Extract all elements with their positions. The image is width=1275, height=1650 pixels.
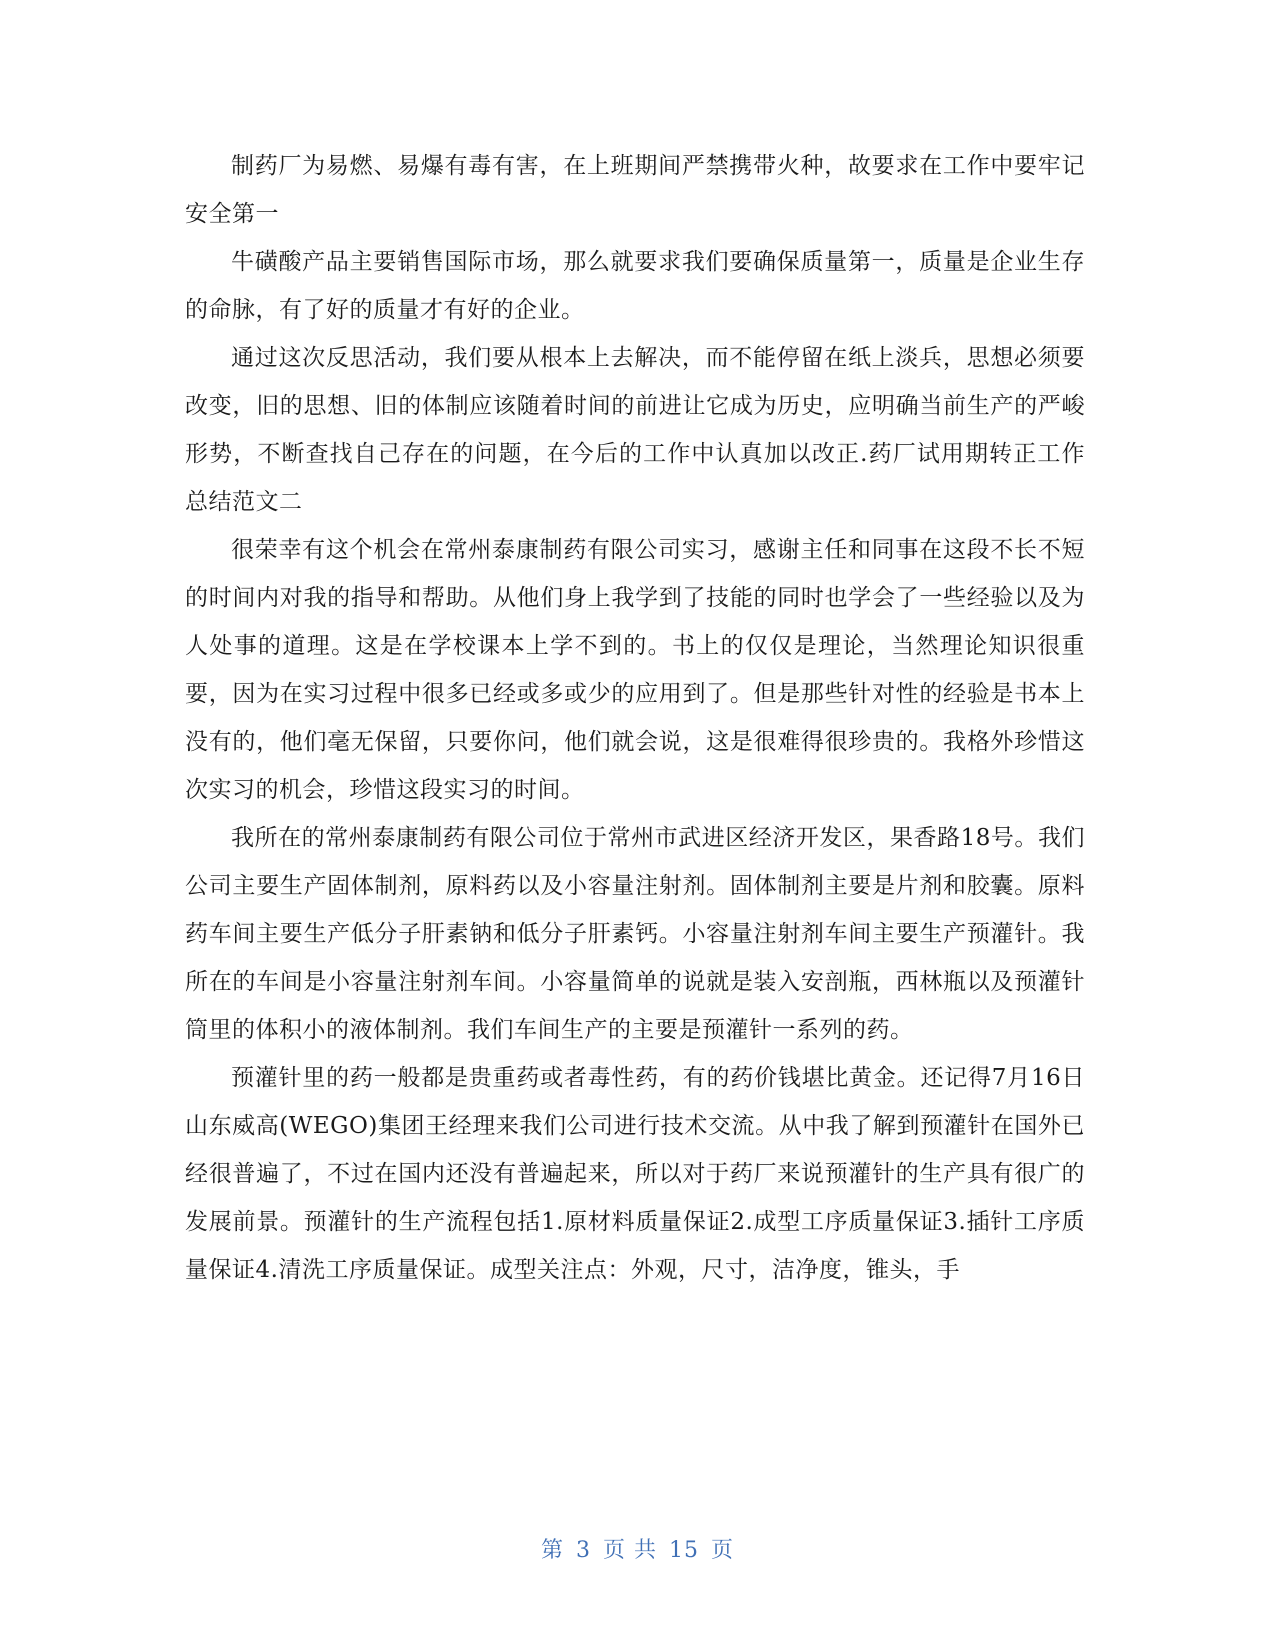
document-body [185, 142, 1085, 1294]
paragraph-2: 牛磺酸产品主要销售国际市场，那么就要求我们要确保质量第一，质量是企业生存的命脉，有了好的质量才有好的企业。 [185, 249, 1085, 323]
paragraph-6: 预灌针里的药一般都是贵重药或者毒性药，有的药价钱堪比黄金。还记得7月16日山东威高(WEGO)集团王经理来我们公司进行技术交流。从中我了解到预灌针在国外已经很普遍了，不过在国内还没有普遍起来，所以对于药厂来说预灌针的生产具有很广的发展前景。预灌针的生产流程包括1.原材料质量保证2.成型工序质量保证3.插针工序质量保证4.清洗工序质量保证。成型关注点：外观，尺寸，洁净度，锥头，手 [185, 1065, 1085, 1283]
paragraph-1: 制药厂为易燃、易爆有毒有害，在上班期间严禁携带火种，故要求在工作中要牢记安全第一 [185, 153, 1085, 227]
paragraph-4: 很荣幸有这个机会在常州泰康制药有限公司实习，感谢主任和同事在这段不长不短的时间内对我的指导和帮助。从他们身上我学到了技能的同时也学会了一些经验以及为人处事的道理。这是在学校课本上学不到的。书上的仅仅是理论，当然理论知识很重要，因为在实习过程中很多已经或多或少的应用到了。但是那些针对性的经验是书本上没有的，他们毫无保留，只要你问，他们就会说，这是很难得很珍贵的。我格外珍惜这次实习的机会，珍惜这段实习的时间。 [185, 537, 1085, 803]
page-footer [0, 1533, 1275, 1564]
paragraph-3: 通过这次反思活动，我们要从根本上去解决，而不能停留在纸上淡兵，思想必须要改变，旧的思想、旧的体制应该随着时间的前进让它成为历史，应明确当前生产的严峻形势，不断查找自己存在的问题，在今后的工作中认真加以改正.药厂试用期转正工作总结范文二 [185, 345, 1085, 515]
footer-total-pages: 15 [669, 1538, 699, 1563]
footer-mid: 页 共 [603, 1538, 657, 1563]
footer-current-page: 3 [576, 1538, 591, 1563]
footer-suffix: 页 [711, 1538, 735, 1563]
paragraph-5: 我所在的常州泰康制药有限公司位于常州市武进区经济开发区，果香路18号。我们公司主要生产固体制剂，原料药以及小容量注射剂。固体制剂主要是片剂和胶囊。原料药车间主要生产低分子肝素钠和低分子肝素钙。小容量注射剂车间主要生产预灌针。我所在的车间是小容量注射剂车间。小容量简单的说就是装入安剖瓶，西林瓶以及预灌针筒里的体积小的液体制剂。我们车间生产的主要是预灌针一系列的药。 [185, 825, 1085, 1043]
footer-prefix: 第 [540, 1538, 564, 1563]
